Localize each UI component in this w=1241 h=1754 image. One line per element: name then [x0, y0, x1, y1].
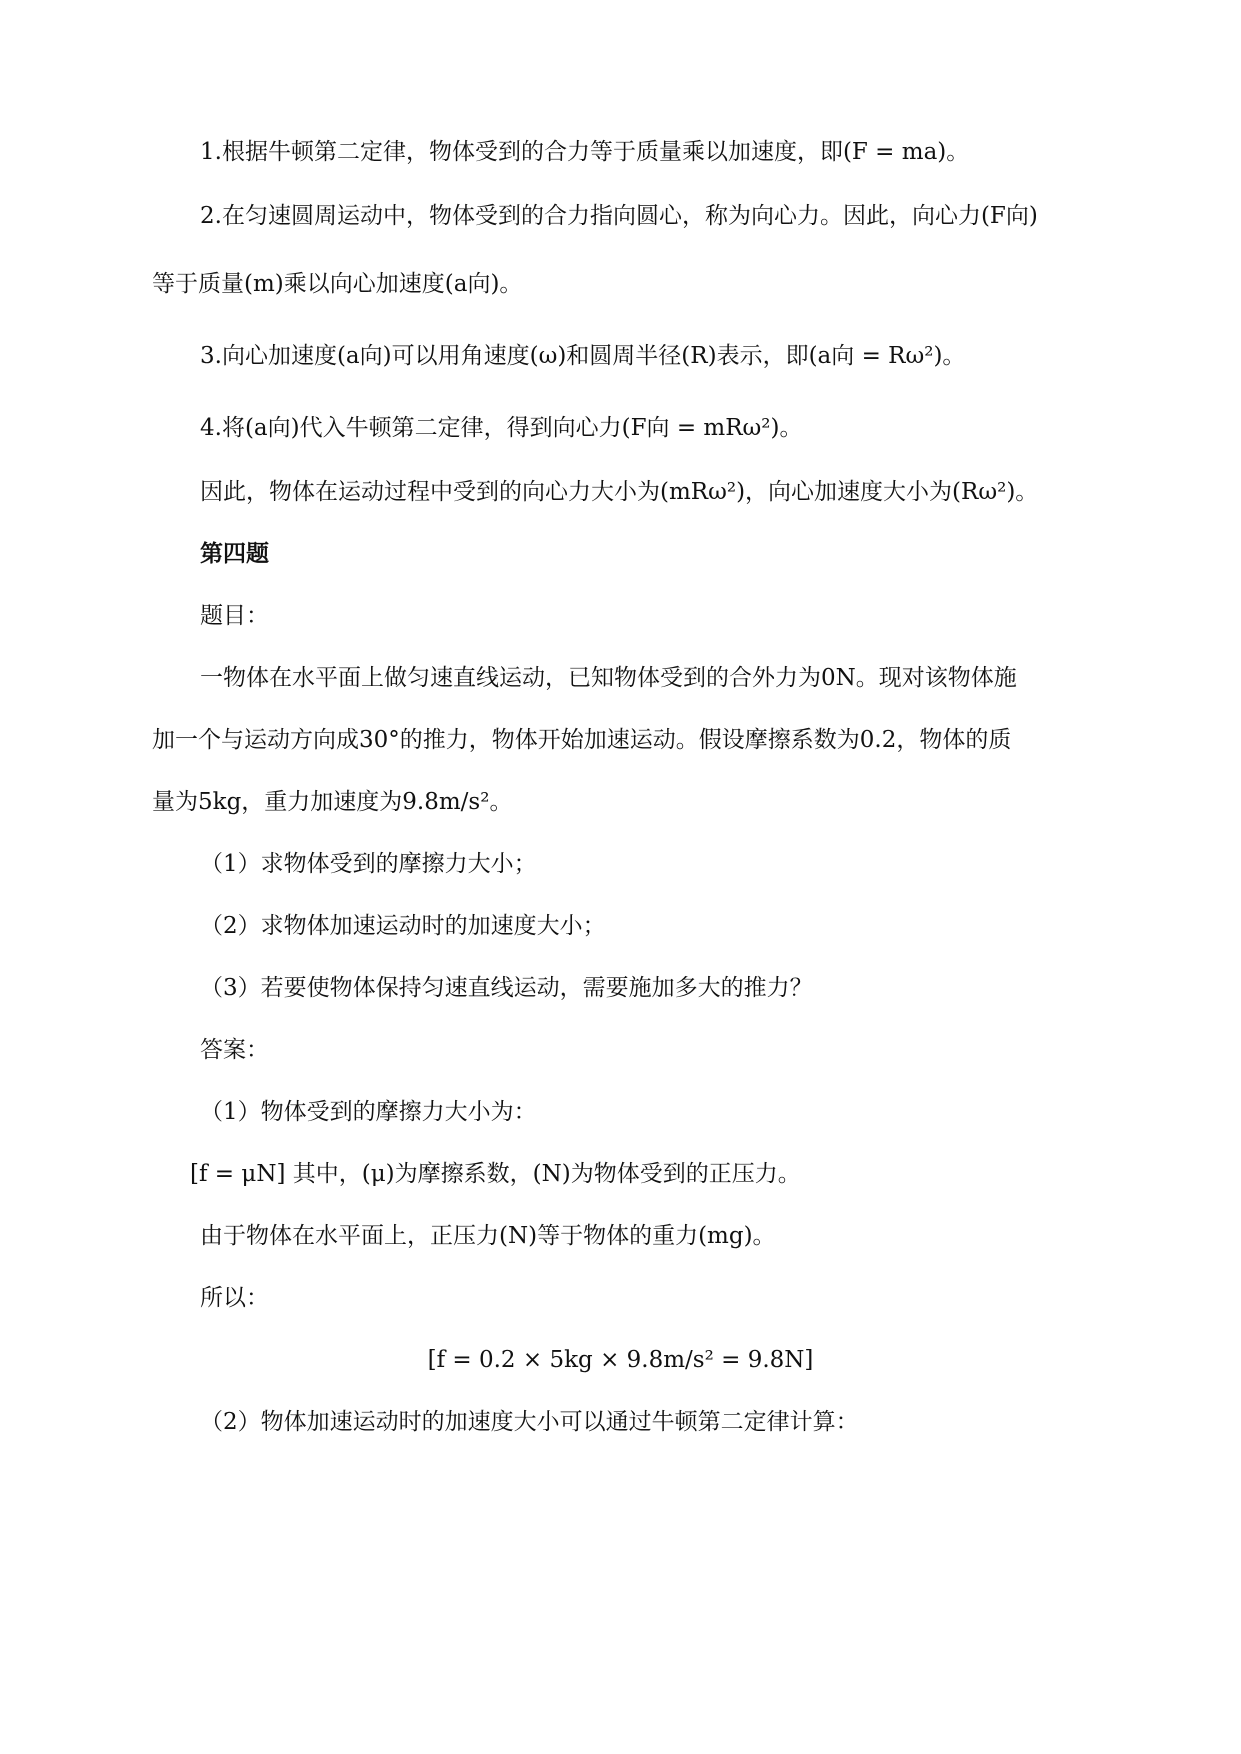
question-label: 题目：	[200, 603, 269, 629]
paragraph-step-2: 2.在匀速圆周运动中，物体受到的合力指向圆心，称为向心力。因此，向心力(F向)	[200, 203, 1038, 229]
friction-calculation-equation: [f = 0.2 × 5kg × 9.8m/s² = 9.8N]	[427, 1347, 814, 1373]
answer-part-2-heading: （2）物体加速运动时的加速度大小可以通过牛顿第二定律计算：	[200, 1409, 859, 1435]
friction-formula-line: [f = μN] 其中，(μ)为摩擦系数，(N)为物体受到的正压力。	[190, 1161, 801, 1187]
paragraph-step-2-continued: 等于质量(m)乘以向心加速度(a向)。	[152, 271, 523, 297]
sub-question-3: （3）若要使物体保持匀速直线运动，需要施加多大的推力？	[200, 975, 813, 1001]
paragraph-step-4: 4.将(a向)代入牛顿第二定律，得到向心力(F向 = mRω²)。	[200, 415, 803, 441]
answer-label: 答案：	[200, 1037, 269, 1063]
question-text-line-2: 加一个与运动方向成30°的推力，物体开始加速运动。假设摩擦系数为0.2，物体的质	[152, 727, 1012, 753]
question-text-line-1: 一物体在水平面上做匀速直线运动，已知物体受到的合外力为0N。现对该物体施	[200, 665, 1017, 691]
sub-question-2: （2）求物体加速运动时的加速度大小；	[200, 913, 606, 939]
section-heading: 第四题	[200, 541, 269, 567]
question-text-line-3: 量为5kg，重力加速度为9.8m/s²。	[152, 789, 513, 815]
therefore-label: 所以：	[200, 1285, 269, 1311]
paragraph-step-1: 1.根据牛顿第二定律，物体受到的合力等于质量乘以加速度，即(F = ma)。	[200, 139, 970, 165]
answer-part-1-heading: （1）物体受到的摩擦力大小为：	[200, 1099, 537, 1125]
sub-question-1: （1）求物体受到的摩擦力大小；	[200, 851, 537, 877]
paragraph-conclusion: 因此，物体在运动过程中受到的向心力大小为(mRω²)，向心加速度大小为(Rω²)。	[200, 479, 1039, 505]
normal-force-explanation: 由于物体在水平面上，正压力(N)等于物体的重力(mg)。	[200, 1223, 776, 1249]
paragraph-step-3: 3.向心加速度(a向)可以用角速度(ω)和圆周半径(R)表示，即(a向 = Rω²)。	[200, 343, 966, 369]
